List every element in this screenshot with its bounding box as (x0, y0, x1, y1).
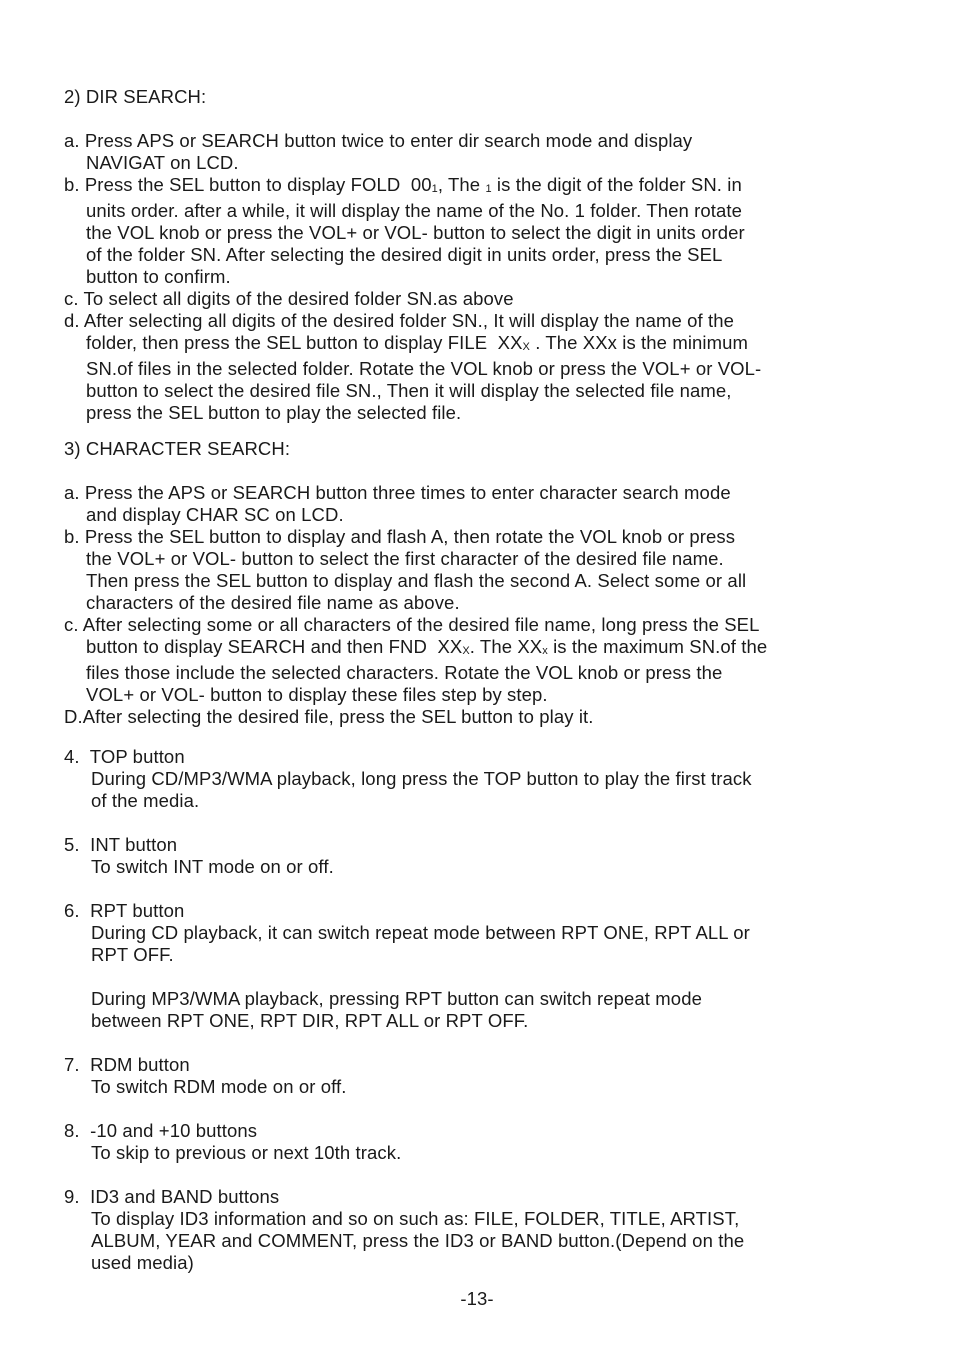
ten-buttons-title: 8. -10 and +10 buttons (64, 1120, 258, 1141)
char-step-b-cont: characters of the desired file name as above. (86, 592, 460, 613)
spacer (64, 1032, 864, 1054)
char-step-c: c. After selecting some or all characters of the desired file name, long press the SEL (64, 614, 760, 635)
dir-step-d-cont: folder, then press the SEL button to display FILE XXX . The XXx is the minimum (86, 332, 749, 353)
char-step-c-cont: button to display SEARCH and then FND XXX. The XXx is the maximum SN.of the (86, 636, 768, 657)
rpt-button-desc: between RPT ONE, RPT DIR, RPT ALL or RPT OFF. (91, 1010, 529, 1031)
id3-band-desc: ALBUM, YEAR and COMMENT, press the ID3 or BAND button.(Depend on the (91, 1230, 745, 1251)
character-search-section (64, 438, 864, 728)
char-step-c-cont: files those include the selected characters. Rotate the VOL knob or press the (86, 662, 723, 683)
dir-search-heading: 2) DIR SEARCH: (64, 86, 207, 107)
id3-band-title: 9. ID3 and BAND buttons (64, 1186, 280, 1207)
char-step-b-cont: Then press the SEL button to display and flash the second A. Select some or all (86, 570, 747, 591)
int-button-desc: To switch INT mode on or off. (91, 856, 334, 877)
dir-step-b: b. Press the SEL button to display FOLD 001, The 1 is the digit of the folder SN. in (64, 174, 742, 195)
spacer (64, 108, 864, 130)
top-button-title: 4. TOP button (64, 746, 185, 767)
dir-step-b-cont: the VOL knob or press the VOL+ or VOL- button to select the digit in units order (86, 222, 745, 243)
id3-band-desc: To display ID3 information and so on such as: FILE, FOLDER, TITLE, ARTIST, (91, 1208, 740, 1229)
rpt-button-desc: During CD playback, it can switch repeat mode between RPT ONE, RPT ALL or (91, 922, 750, 943)
spacer (64, 966, 864, 988)
top-button-desc: of the media. (91, 790, 200, 811)
spacer (64, 878, 864, 900)
dir-step-b-cont: button to confirm. (86, 266, 231, 287)
dir-step-c: c. To select all digits of the desired folder SN.as above (64, 288, 514, 309)
dir-step-d-cont: button to select the desired file SN., Then it will display the selected file name, (86, 380, 732, 401)
top-button-desc: During CD/MP3/WMA playback, long press the TOP button to play the first track (91, 768, 752, 789)
char-step-b-cont: the VOL+ or VOL- button to select the first character of the desired file name. (86, 548, 724, 569)
spacer (64, 1098, 864, 1120)
dir-step-a: a. Press APS or SEARCH button twice to enter dir search mode and display (64, 130, 693, 151)
char-step-b: b. Press the SEL button to display and flash A, then rotate the VOL knob or press (64, 526, 736, 547)
dir-step-d-cont: press the SEL button to play the selected file. (86, 402, 462, 423)
spacer (64, 812, 864, 834)
spacer (64, 460, 864, 482)
id3-band-desc: used media) (91, 1252, 194, 1273)
rpt-button-desc: During MP3/WMA playback, pressing RPT button can switch repeat mode (91, 988, 702, 1009)
char-step-a: a. Press the APS or SEARCH button three times to enter character search mode (64, 482, 731, 503)
dir-step-b-cont: units order. after a while, it will display the name of the No. 1 folder. Then rotate (86, 200, 743, 221)
dir-step-d: d. After selecting all digits of the desired folder SN., It will display the name of the (64, 310, 735, 331)
char-search-heading: 3) CHARACTER SEARCH: (64, 438, 291, 459)
char-step-c-cont: VOL+ or VOL- button to display these files step by step. (86, 684, 548, 705)
char-step-a-cont: and display CHAR SC on LCD. (86, 504, 344, 525)
ten-buttons-desc: To skip to previous or next 10th track. (91, 1142, 402, 1163)
page-number: -13- (460, 1288, 494, 1309)
rpt-button-desc: RPT OFF. (91, 944, 174, 965)
rdm-button-desc: To switch RDM mode on or off. (91, 1076, 347, 1097)
rdm-button-title: 7. RDM button (64, 1054, 190, 1075)
rpt-button-title: 6. RPT button (64, 900, 185, 921)
char-step-d: D.After selecting the desired file, press the SEL button to play it. (64, 706, 594, 727)
dir-step-a-cont: NAVIGAT on LCD. (86, 152, 239, 173)
dir-step-d-cont: SN.of files in the selected folder. Rotate the VOL knob or press the VOL+ or VOL- (86, 358, 762, 379)
dir-search-section (64, 86, 864, 424)
button-descriptions (64, 746, 864, 1274)
dir-step-b-cont: of the folder SN. After selecting the desired digit in units order, press the SEL (86, 244, 723, 265)
int-button-title: 5. INT button (64, 834, 178, 855)
spacer (64, 1164, 864, 1186)
